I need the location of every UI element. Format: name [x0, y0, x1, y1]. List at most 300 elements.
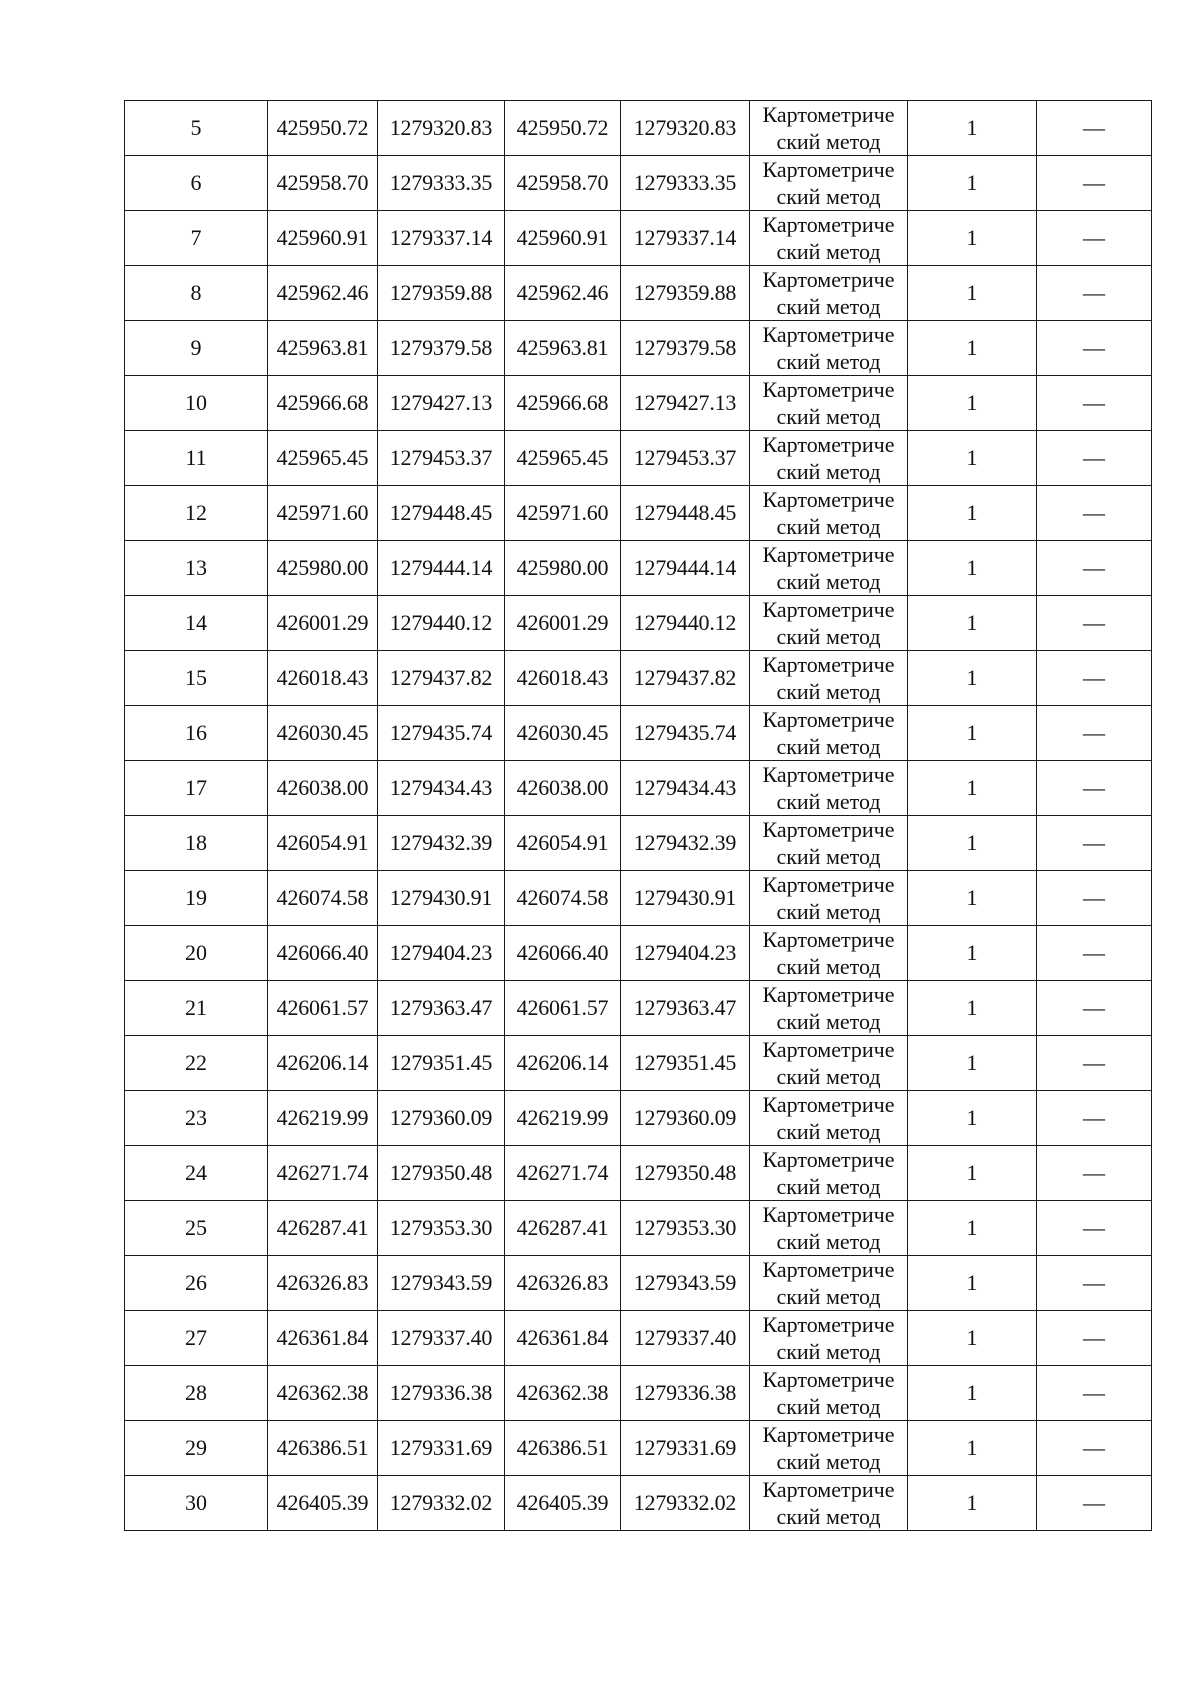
note-cell: [1037, 101, 1152, 156]
x-refined-cell: 426287.41: [505, 1201, 621, 1256]
x-existing-cell: 425971.60: [268, 486, 378, 541]
x-refined-cell: 426271.74: [505, 1146, 621, 1201]
y-existing-cell: 1279360.09: [378, 1091, 505, 1146]
note-cell: [1037, 1421, 1152, 1476]
table-row: [125, 926, 1152, 981]
x-existing-cell: 426326.83: [268, 1256, 378, 1311]
table-row: [125, 1366, 1152, 1421]
method-line-2: ский метод: [776, 624, 881, 649]
y-refined-cell: 1279343.59: [621, 1256, 750, 1311]
note-cell: [1037, 1366, 1152, 1421]
table-row: [125, 651, 1152, 706]
y-existing-cell: 1279350.48: [378, 1146, 505, 1201]
accuracy-cell: 1: [908, 816, 1037, 871]
note-cell: [1037, 1256, 1152, 1311]
point-number-cell: 28: [125, 1366, 268, 1421]
accuracy-cell: 1: [908, 1146, 1037, 1201]
y-existing-cell: 1279427.13: [378, 376, 505, 431]
x-existing-cell: 426287.41: [268, 1201, 378, 1256]
dash-value: —: [1083, 555, 1105, 580]
method-line-1: Картометриче: [762, 487, 895, 512]
table-row: [125, 1311, 1152, 1366]
dash-value: —: [1083, 280, 1105, 305]
point-number-cell: 19: [125, 871, 268, 926]
y-refined-cell: 1279320.83: [621, 101, 750, 156]
dash-value: —: [1083, 1050, 1105, 1075]
x-existing-cell: 425958.70: [268, 156, 378, 211]
y-refined-cell: 1279337.14: [621, 211, 750, 266]
point-number-cell: 5: [125, 101, 268, 156]
note-cell: [1037, 926, 1152, 981]
y-existing-cell: 1279444.14: [378, 541, 505, 596]
x-existing-cell: 426219.99: [268, 1091, 378, 1146]
method-line-1: Картометриче: [762, 597, 895, 622]
table-row: [125, 321, 1152, 376]
dash-value: —: [1083, 500, 1105, 525]
x-refined-cell: 426219.99: [505, 1091, 621, 1146]
note-cell: [1037, 706, 1152, 761]
point-number-cell: 30: [125, 1476, 268, 1531]
dash-value: —: [1083, 610, 1105, 635]
method-line-1: Картометриче: [762, 872, 895, 897]
method-line-2: ский метод: [776, 239, 881, 264]
method-line-2: ский метод: [776, 404, 881, 429]
note-cell: [1037, 651, 1152, 706]
x-existing-cell: 426405.39: [268, 1476, 378, 1531]
table-row: [125, 1201, 1152, 1256]
note-cell: [1037, 1201, 1152, 1256]
table-row: [125, 486, 1152, 541]
point-number-cell: 9: [125, 321, 268, 376]
accuracy-cell: 1: [908, 1201, 1037, 1256]
y-existing-cell: 1279337.40: [378, 1311, 505, 1366]
method-line-1: Картометриче: [762, 1477, 895, 1502]
method-line-1: Картометриче: [762, 322, 895, 347]
method-cell: [750, 431, 908, 486]
method-line-1: Картометриче: [762, 1257, 895, 1282]
dash-value: —: [1083, 775, 1105, 800]
method-cell: [750, 981, 908, 1036]
method-line-1: Картометриче: [762, 102, 895, 127]
method-cell: [750, 156, 908, 211]
x-refined-cell: 426206.14: [505, 1036, 621, 1091]
method-cell: [750, 376, 908, 431]
x-existing-cell: 425950.72: [268, 101, 378, 156]
table-row: [125, 156, 1152, 211]
accuracy-cell: 1: [908, 541, 1037, 596]
y-existing-cell: 1279336.38: [378, 1366, 505, 1421]
y-refined-cell: 1279333.35: [621, 156, 750, 211]
method-line-2: ский метод: [776, 679, 881, 704]
note-cell: [1037, 871, 1152, 926]
method-cell: [750, 1036, 908, 1091]
method-line-1: Картометриче: [762, 1037, 895, 1062]
y-existing-cell: 1279359.88: [378, 266, 505, 321]
method-line-2: ский метод: [776, 1504, 881, 1529]
method-line-2: ский метод: [776, 1119, 881, 1144]
method-cell: [750, 486, 908, 541]
method-line-2: ский метод: [776, 1284, 881, 1309]
note-cell: [1037, 376, 1152, 431]
method-line-2: ский метод: [776, 349, 881, 374]
method-line-2: ский метод: [776, 1449, 881, 1474]
x-refined-cell: 426038.00: [505, 761, 621, 816]
dash-value: —: [1083, 995, 1105, 1020]
y-existing-cell: 1279320.83: [378, 101, 505, 156]
note-cell: [1037, 816, 1152, 871]
method-line-2: ский метод: [776, 184, 881, 209]
x-existing-cell: 425963.81: [268, 321, 378, 376]
accuracy-cell: 1: [908, 486, 1037, 541]
dash-value: —: [1083, 170, 1105, 195]
x-existing-cell: 425980.00: [268, 541, 378, 596]
method-line-1: Картометриче: [762, 542, 895, 567]
accuracy-cell: 1: [908, 1366, 1037, 1421]
accuracy-cell: 1: [908, 981, 1037, 1036]
y-refined-cell: 1279351.45: [621, 1036, 750, 1091]
method-cell: [750, 596, 908, 651]
accuracy-cell: 1: [908, 101, 1037, 156]
dash-value: —: [1083, 665, 1105, 690]
table-row: [125, 101, 1152, 156]
dash-value: —: [1083, 1490, 1105, 1515]
method-line-1: Картометриче: [762, 377, 895, 402]
method-line-1: Картометриче: [762, 1312, 895, 1337]
accuracy-cell: 1: [908, 211, 1037, 266]
x-existing-cell: 426271.74: [268, 1146, 378, 1201]
dash-value: —: [1083, 940, 1105, 965]
method-cell: [750, 816, 908, 871]
table-row: [125, 1036, 1152, 1091]
note-cell: [1037, 321, 1152, 376]
method-line-1: Картометриче: [762, 982, 895, 1007]
y-refined-cell: 1279363.47: [621, 981, 750, 1036]
x-refined-cell: 425965.45: [505, 431, 621, 486]
method-line-1: Картометриче: [762, 212, 895, 237]
point-number-cell: 12: [125, 486, 268, 541]
method-cell: [750, 1091, 908, 1146]
y-refined-cell: 1279350.48: [621, 1146, 750, 1201]
point-number-cell: 6: [125, 156, 268, 211]
note-cell: [1037, 1311, 1152, 1366]
x-existing-cell: 426038.00: [268, 761, 378, 816]
x-existing-cell: 426054.91: [268, 816, 378, 871]
x-existing-cell: 425966.68: [268, 376, 378, 431]
method-line-2: ский метод: [776, 899, 881, 924]
note-cell: [1037, 541, 1152, 596]
method-line-2: ский метод: [776, 1339, 881, 1364]
dash-value: —: [1083, 1160, 1105, 1185]
table-row: [125, 981, 1152, 1036]
y-refined-cell: 1279404.23: [621, 926, 750, 981]
x-refined-cell: 425958.70: [505, 156, 621, 211]
table-row: [125, 211, 1152, 266]
note-cell: [1037, 431, 1152, 486]
table-row: [125, 816, 1152, 871]
y-existing-cell: 1279353.30: [378, 1201, 505, 1256]
dash-value: —: [1083, 335, 1105, 360]
method-line-2: ский метод: [776, 459, 881, 484]
method-cell: [750, 266, 908, 321]
accuracy-cell: 1: [908, 1036, 1037, 1091]
y-refined-cell: 1279353.30: [621, 1201, 750, 1256]
method-line-1: Картометриче: [762, 707, 895, 732]
method-cell: [750, 926, 908, 981]
table-row: [125, 1146, 1152, 1201]
note-cell: [1037, 1091, 1152, 1146]
method-cell: [750, 706, 908, 761]
method-cell: [750, 1311, 908, 1366]
accuracy-cell: 1: [908, 651, 1037, 706]
point-number-cell: 7: [125, 211, 268, 266]
accuracy-cell: 1: [908, 321, 1037, 376]
accuracy-cell: 1: [908, 1311, 1037, 1366]
y-existing-cell: 1279404.23: [378, 926, 505, 981]
point-number-cell: 17: [125, 761, 268, 816]
method-cell: [750, 1476, 908, 1531]
x-refined-cell: 426386.51: [505, 1421, 621, 1476]
accuracy-cell: 1: [908, 1476, 1037, 1531]
dash-value: —: [1083, 225, 1105, 250]
y-existing-cell: 1279379.58: [378, 321, 505, 376]
point-number-cell: 23: [125, 1091, 268, 1146]
method-line-1: Картометриче: [762, 1367, 895, 1392]
y-refined-cell: 1279360.09: [621, 1091, 750, 1146]
point-number-cell: 13: [125, 541, 268, 596]
x-existing-cell: 426066.40: [268, 926, 378, 981]
x-existing-cell: 426061.57: [268, 981, 378, 1036]
method-cell: [750, 1201, 908, 1256]
x-existing-cell: 426018.43: [268, 651, 378, 706]
note-cell: [1037, 981, 1152, 1036]
point-number-cell: 16: [125, 706, 268, 761]
y-refined-cell: 1279448.45: [621, 486, 750, 541]
x-refined-cell: 425963.81: [505, 321, 621, 376]
method-line-2: ский метод: [776, 954, 881, 979]
method-line-1: Картометриче: [762, 1092, 895, 1117]
x-refined-cell: 426018.43: [505, 651, 621, 706]
point-number-cell: 11: [125, 431, 268, 486]
method-cell: [750, 541, 908, 596]
x-refined-cell: 426001.29: [505, 596, 621, 651]
method-line-2: ский метод: [776, 129, 881, 154]
note-cell: [1037, 1036, 1152, 1091]
x-refined-cell: 426405.39: [505, 1476, 621, 1531]
y-existing-cell: 1279432.39: [378, 816, 505, 871]
method-line-2: ский метод: [776, 569, 881, 594]
x-refined-cell: 425962.46: [505, 266, 621, 321]
table-row: [125, 431, 1152, 486]
point-number-cell: 25: [125, 1201, 268, 1256]
table-row: [125, 376, 1152, 431]
method-line-1: Картометриче: [762, 267, 895, 292]
x-refined-cell: 426061.57: [505, 981, 621, 1036]
table-row: [125, 706, 1152, 761]
method-line-1: Картометриче: [762, 1422, 895, 1447]
x-refined-cell: 426030.45: [505, 706, 621, 761]
y-refined-cell: 1279359.88: [621, 266, 750, 321]
x-existing-cell: 425965.45: [268, 431, 378, 486]
x-refined-cell: 425950.72: [505, 101, 621, 156]
x-existing-cell: 426206.14: [268, 1036, 378, 1091]
method-line-2: ский метод: [776, 734, 881, 759]
dash-value: —: [1083, 115, 1105, 140]
y-existing-cell: 1279435.74: [378, 706, 505, 761]
table-row: [125, 266, 1152, 321]
accuracy-cell: 1: [908, 596, 1037, 651]
y-refined-cell: 1279444.14: [621, 541, 750, 596]
table-row: [125, 871, 1152, 926]
dash-value: —: [1083, 1270, 1105, 1295]
point-number-cell: 21: [125, 981, 268, 1036]
y-existing-cell: 1279453.37: [378, 431, 505, 486]
x-refined-cell: 426054.91: [505, 816, 621, 871]
point-number-cell: 20: [125, 926, 268, 981]
table-row: [125, 1421, 1152, 1476]
method-line-1: Картометриче: [762, 927, 895, 952]
method-line-1: Картометриче: [762, 1147, 895, 1172]
method-line-1: Картометриче: [762, 817, 895, 842]
method-line-2: ский метод: [776, 1394, 881, 1419]
y-refined-cell: 1279379.58: [621, 321, 750, 376]
accuracy-cell: 1: [908, 1091, 1037, 1146]
accuracy-cell: 1: [908, 1256, 1037, 1311]
y-refined-cell: 1279427.13: [621, 376, 750, 431]
accuracy-cell: 1: [908, 1421, 1037, 1476]
table-row: [125, 541, 1152, 596]
y-existing-cell: 1279440.12: [378, 596, 505, 651]
table-row: [125, 596, 1152, 651]
y-refined-cell: 1279336.38: [621, 1366, 750, 1421]
y-refined-cell: 1279432.39: [621, 816, 750, 871]
accuracy-cell: 1: [908, 761, 1037, 816]
accuracy-cell: 1: [908, 926, 1037, 981]
y-existing-cell: 1279332.02: [378, 1476, 505, 1531]
y-existing-cell: 1279363.47: [378, 981, 505, 1036]
accuracy-cell: 1: [908, 706, 1037, 761]
y-existing-cell: 1279434.43: [378, 761, 505, 816]
method-line-1: Картометриче: [762, 1202, 895, 1227]
x-refined-cell: 426362.38: [505, 1366, 621, 1421]
accuracy-cell: 1: [908, 431, 1037, 486]
method-line-2: ский метод: [776, 844, 881, 869]
accuracy-cell: 1: [908, 266, 1037, 321]
method-cell: [750, 761, 908, 816]
note-cell: [1037, 211, 1152, 266]
method-line-2: ский метод: [776, 1009, 881, 1034]
y-refined-cell: 1279435.74: [621, 706, 750, 761]
point-number-cell: 27: [125, 1311, 268, 1366]
note-cell: [1037, 1476, 1152, 1531]
x-existing-cell: 426001.29: [268, 596, 378, 651]
method-line-2: ский метод: [776, 789, 881, 814]
method-cell: [750, 1146, 908, 1201]
method-line-2: ский метод: [776, 1229, 881, 1254]
dash-value: —: [1083, 830, 1105, 855]
method-line-1: Картометриче: [762, 432, 895, 457]
method-line-2: ский метод: [776, 294, 881, 319]
table-row: [125, 1091, 1152, 1146]
point-number-cell: 24: [125, 1146, 268, 1201]
dash-value: —: [1083, 1215, 1105, 1240]
point-number-cell: 8: [125, 266, 268, 321]
point-number-cell: 18: [125, 816, 268, 871]
point-number-cell: 10: [125, 376, 268, 431]
x-refined-cell: 426361.84: [505, 1311, 621, 1366]
point-number-cell: 26: [125, 1256, 268, 1311]
y-existing-cell: 1279448.45: [378, 486, 505, 541]
x-existing-cell: 426074.58: [268, 871, 378, 926]
dash-value: —: [1083, 1435, 1105, 1460]
y-refined-cell: 1279337.40: [621, 1311, 750, 1366]
method-cell: [750, 101, 908, 156]
x-refined-cell: 425971.60: [505, 486, 621, 541]
y-existing-cell: 1279337.14: [378, 211, 505, 266]
note-cell: [1037, 761, 1152, 816]
y-refined-cell: 1279332.02: [621, 1476, 750, 1531]
y-refined-cell: 1279453.37: [621, 431, 750, 486]
y-refined-cell: 1279440.12: [621, 596, 750, 651]
x-refined-cell: 425960.91: [505, 211, 621, 266]
method-cell: [750, 321, 908, 376]
method-line-2: ский метод: [776, 514, 881, 539]
point-number-cell: 15: [125, 651, 268, 706]
x-refined-cell: 426066.40: [505, 926, 621, 981]
method-line-2: ский метод: [776, 1174, 881, 1199]
note-cell: [1037, 266, 1152, 321]
table-row: [125, 1256, 1152, 1311]
point-number-cell: 14: [125, 596, 268, 651]
method-cell: [750, 651, 908, 706]
accuracy-cell: 1: [908, 156, 1037, 211]
x-refined-cell: 426326.83: [505, 1256, 621, 1311]
note-cell: [1037, 1146, 1152, 1201]
method-cell: [750, 1256, 908, 1311]
x-existing-cell: 426030.45: [268, 706, 378, 761]
y-existing-cell: 1279343.59: [378, 1256, 505, 1311]
x-refined-cell: 426074.58: [505, 871, 621, 926]
x-existing-cell: 426386.51: [268, 1421, 378, 1476]
x-existing-cell: 425962.46: [268, 266, 378, 321]
note-cell: [1037, 486, 1152, 541]
table-body: [125, 101, 1152, 1531]
accuracy-cell: 1: [908, 871, 1037, 926]
note-cell: [1037, 596, 1152, 651]
y-refined-cell: 1279430.91: [621, 871, 750, 926]
x-existing-cell: 426361.84: [268, 1311, 378, 1366]
dash-value: —: [1083, 720, 1105, 745]
table-row: [125, 1476, 1152, 1531]
y-existing-cell: 1279437.82: [378, 651, 505, 706]
method-line-1: Картометриче: [762, 762, 895, 787]
dash-value: —: [1083, 1325, 1105, 1350]
method-line-2: ский метод: [776, 1064, 881, 1089]
table-row: [125, 761, 1152, 816]
dash-value: —: [1083, 1380, 1105, 1405]
accuracy-cell: 1: [908, 376, 1037, 431]
x-refined-cell: 425966.68: [505, 376, 621, 431]
coordinates-table: [124, 100, 1152, 1531]
point-number-cell: 29: [125, 1421, 268, 1476]
method-line-1: Картометриче: [762, 652, 895, 677]
x-refined-cell: 425980.00: [505, 541, 621, 596]
y-existing-cell: 1279351.45: [378, 1036, 505, 1091]
dash-value: —: [1083, 445, 1105, 470]
y-refined-cell: 1279331.69: [621, 1421, 750, 1476]
method-line-1: Картометриче: [762, 157, 895, 182]
x-existing-cell: 426362.38: [268, 1366, 378, 1421]
method-cell: [750, 1366, 908, 1421]
